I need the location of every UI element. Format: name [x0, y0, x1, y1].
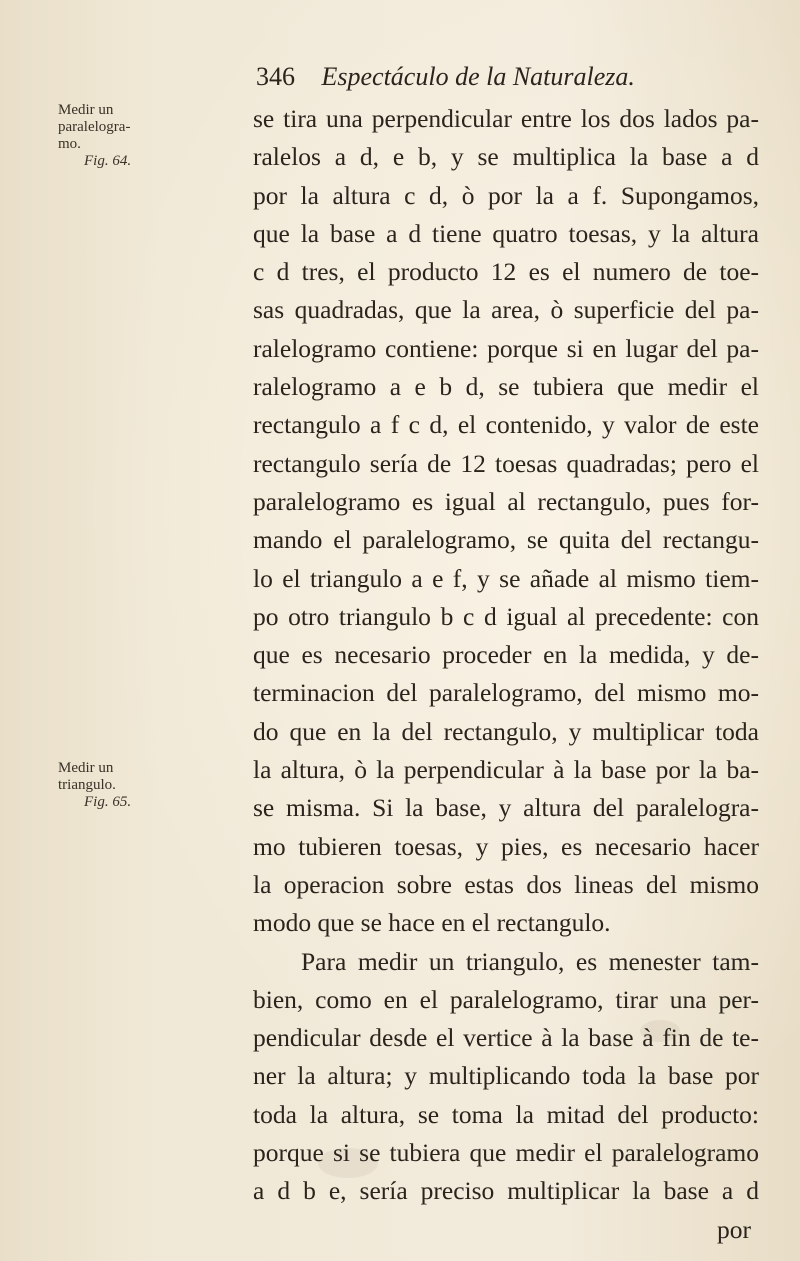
margin-note-line: triangulo.: [58, 777, 116, 793]
body-text: [253, 100, 759, 1249]
margin-note-measure-parallelogram: [58, 102, 138, 170]
text-line: ralelogramo a e b d, se tubiera que medir el: [253, 372, 759, 402]
text-line: por la altura c d, ò por la a f. Supongamos,: [253, 180, 759, 210]
catchword: por: [717, 1214, 751, 1244]
text-line: ner la altura; y multiplicando toda la base por: [253, 1061, 759, 1091]
text-line: rectangulo a f c d, el contenido, y valor de este: [253, 410, 759, 440]
text-line: la altura, ò la perpendicular à la base por la ba-: [253, 755, 759, 785]
page-header: [256, 62, 776, 92]
text-line: terminacion del paralelogramo, del mismo mo-: [253, 678, 759, 708]
text-line: se misma. Si la base, y altura del paralelogra-: [253, 793, 759, 823]
text-line: c d tres, el producto 12 es el numero de toe-: [253, 257, 759, 287]
margin-note-line: Medir un: [58, 760, 114, 776]
text-line: que la base a d tiene quatro toesas, y la altura: [253, 218, 759, 248]
page-number: 346: [256, 62, 295, 91]
running-title: Espectáculo de la Naturaleza.: [321, 62, 635, 91]
figure-reference: Fig. 65.: [84, 794, 132, 810]
margin-note-line: paralelogra-: [58, 119, 131, 135]
text-line: se tira una perpendicular entre los dos lados pa-: [253, 104, 759, 133]
text-line: sas quadradas, que la area, ò superficie del pa-: [253, 295, 759, 325]
margin-note-line: Medir un: [58, 102, 114, 118]
text-line: ralelogramo contiene: porque si en lugar del pa-: [253, 333, 759, 363]
text-line: la operacion sobre estas dos lineas del mismo: [253, 869, 759, 899]
text-line: lo el triangulo a e f, y se añade al mismo tiem-: [253, 563, 759, 593]
text-line: porque si se tubiera que medir el paralelogramo: [253, 1138, 759, 1168]
text-line: mando el paralelogramo, se quita del rectangu-: [253, 525, 759, 555]
text-line: bien, como en el paralelogramo, tirar una per-: [253, 984, 759, 1014]
text-line: mo tubieren toesas, y pies, es necesario hacer: [253, 831, 759, 861]
margin-note-line: mo.: [58, 136, 81, 152]
text-line: po otro triangulo b c d igual al precedente: con: [253, 601, 759, 631]
text-line: do que en la del rectangulo, y multiplicar toda: [253, 716, 759, 746]
text-line: toda la altura, se toma la mitad del producto:: [253, 1099, 759, 1129]
figure-reference: Fig. 64.: [84, 153, 132, 169]
paragraph-end-line: modo que se hace en el rectangulo.: [253, 908, 611, 938]
text-line: rectangulo sería de 12 toesas quadradas; pero el: [253, 448, 759, 478]
text-line: a d b e, sería preciso multiplicar la base a d: [253, 1176, 759, 1206]
text-line: que es necesario proceder en la medida, y de-: [253, 640, 759, 670]
text-line: ralelos a d, e b, y se multiplica la base a d: [253, 142, 759, 172]
text-line: paralelogramo es igual al rectangulo, pues for-: [253, 486, 759, 516]
paragraph-start-line: Para medir un triangulo, es menester tam-: [301, 946, 759, 976]
margin-note-measure-triangle: [58, 760, 138, 811]
text-line: pendicular desde el vertice à la base à fin de te-: [253, 1023, 759, 1053]
